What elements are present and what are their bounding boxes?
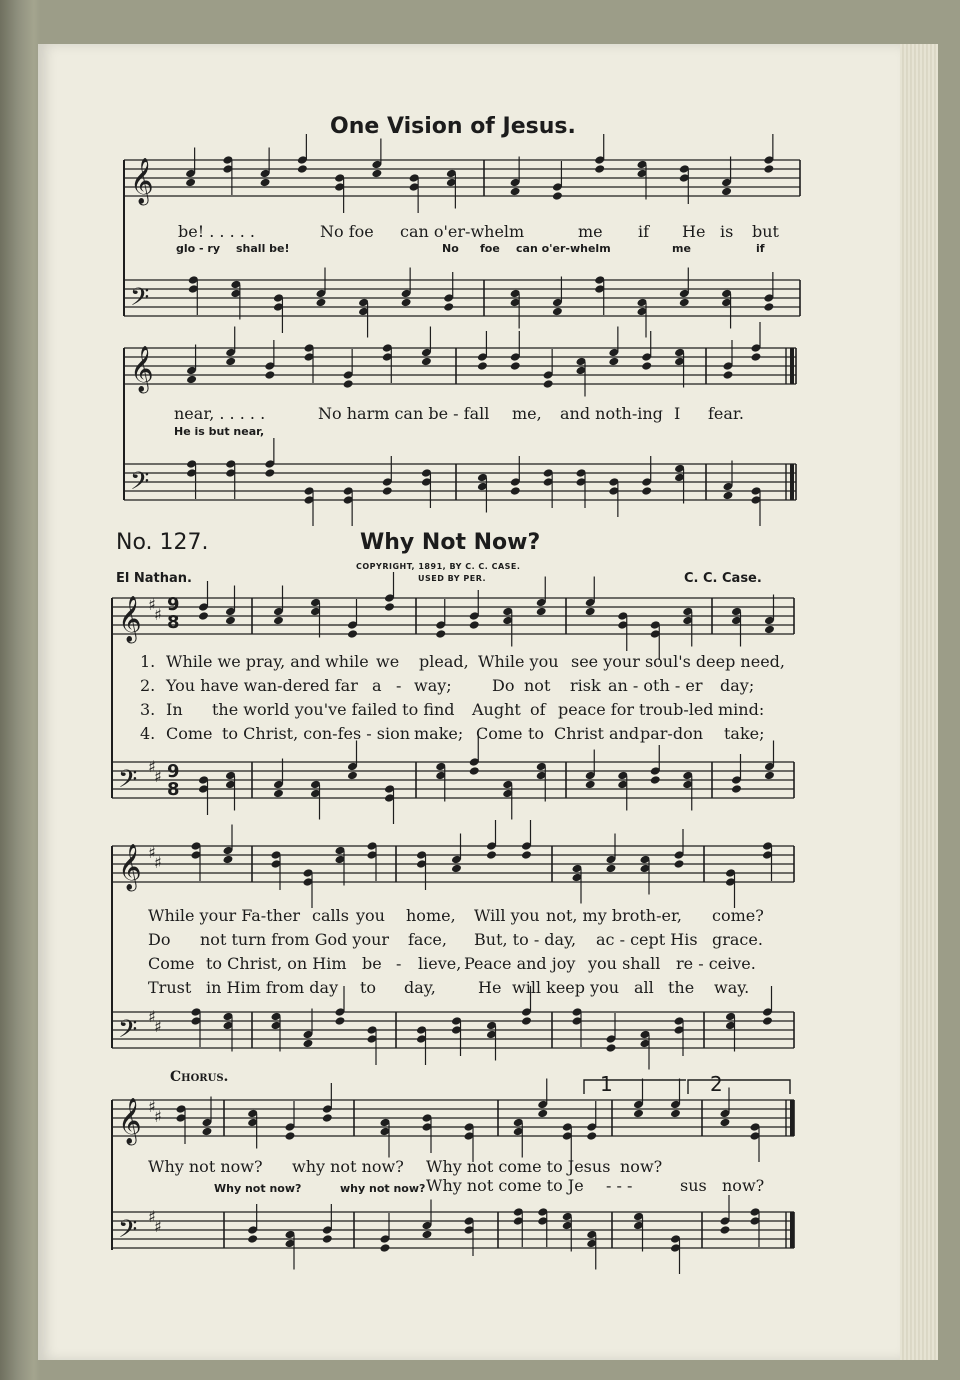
lyric: can o'er-whelm xyxy=(400,222,525,241)
lyric: to xyxy=(528,724,545,743)
lyric: we xyxy=(376,652,400,671)
note-head xyxy=(380,1243,391,1253)
lyric: to xyxy=(360,978,377,997)
hymn-b-title: Why Not Now? xyxy=(360,530,541,555)
lyric: calls xyxy=(312,906,349,925)
treble-clef-icon: 𝄞 xyxy=(118,596,142,642)
note-head xyxy=(641,486,652,496)
bass-clef-icon: 𝄢 xyxy=(118,765,138,800)
lyric: - - - xyxy=(606,1176,633,1195)
note-head xyxy=(421,357,432,367)
time-signature-top: 9 xyxy=(167,594,180,615)
lyric: you xyxy=(356,906,385,925)
lyric: all xyxy=(634,978,654,997)
alto-lyric: shall be! xyxy=(236,242,290,255)
note-head xyxy=(469,766,480,776)
note-head xyxy=(537,1109,548,1119)
lyric: to Christ, con-fes - sion xyxy=(222,724,411,743)
chorus-label: Chorus. xyxy=(170,1069,229,1085)
lyric: me, xyxy=(512,404,542,423)
note-head xyxy=(285,1131,296,1141)
lyric: near, . . . . . xyxy=(174,404,266,423)
lyric: No harm can be - fall xyxy=(318,404,490,423)
second-ending-bracket xyxy=(688,1080,790,1094)
lyric: the world you've failed to find xyxy=(212,700,455,719)
hymn-a-alto-line2: He is but near, xyxy=(174,425,265,438)
composer: C. C. Case. xyxy=(684,571,762,586)
lyric: you shall xyxy=(588,954,661,973)
note-head xyxy=(264,468,275,478)
note-head xyxy=(202,1127,213,1137)
copyright-notice: COPYRIGHT, 1891, BY C. C. CASE. xyxy=(356,562,521,571)
lyric: face, xyxy=(408,930,447,949)
lyric: to Christ, on Him xyxy=(206,954,347,973)
second-ending-number: 2 xyxy=(710,1072,723,1096)
lyric: Trust xyxy=(148,978,192,997)
sharp-icon: ♯ xyxy=(148,757,156,776)
note-head xyxy=(606,864,617,874)
note-head xyxy=(486,850,497,860)
note-head xyxy=(585,607,596,617)
hymn-a-title: One Vision of Jesus. xyxy=(330,114,576,139)
note-head xyxy=(401,298,412,308)
lyric: re - ceive. xyxy=(676,954,756,973)
verse-number: 1. xyxy=(140,652,156,671)
alto-lyric: can o'er-whelm xyxy=(516,242,611,255)
note-head xyxy=(594,164,605,174)
alto-lyric: Why not now? xyxy=(214,1182,302,1195)
alto-lyric: foe xyxy=(480,242,500,255)
lyric: Do xyxy=(492,676,515,695)
sharp-icon: ♯ xyxy=(154,767,162,786)
lyric: plead, xyxy=(419,652,469,671)
time-signature-bottom: 8 xyxy=(167,612,180,633)
lyric: While you xyxy=(478,652,559,671)
lyric: He xyxy=(478,978,502,997)
note-head xyxy=(225,357,236,367)
used-by-notice: USED BY PER. xyxy=(418,574,487,583)
lyric: Why not come to Je xyxy=(426,1176,584,1195)
note-head xyxy=(586,1131,597,1141)
note-head xyxy=(721,187,732,197)
lyric: not turn from God your xyxy=(200,930,390,949)
lyric: Come xyxy=(148,954,195,973)
note-head xyxy=(303,1039,314,1049)
note-head xyxy=(585,780,596,790)
lyric: While your Fa-ther xyxy=(148,906,301,925)
note-head xyxy=(510,361,521,371)
note-head xyxy=(185,178,196,188)
note-head xyxy=(723,370,734,380)
sharp-icon: ♯ xyxy=(154,605,162,624)
treble-clef-icon: 𝄞 xyxy=(118,844,142,890)
lyric: if xyxy=(638,222,650,241)
lyric: No foe xyxy=(320,222,374,241)
lyric: but xyxy=(752,222,779,241)
note-head xyxy=(371,169,382,179)
lyric: I xyxy=(674,404,681,423)
verse-number: 2. xyxy=(140,676,156,695)
note-head xyxy=(451,864,462,874)
note-head xyxy=(521,1016,532,1026)
note-head xyxy=(264,370,275,380)
note-head xyxy=(521,850,532,860)
lyric: a xyxy=(372,676,382,695)
note-head xyxy=(670,1109,681,1119)
alto-lyric: No xyxy=(442,242,459,255)
sharp-icon: ♯ xyxy=(154,1217,162,1236)
sharp-icon: ♯ xyxy=(148,1097,156,1116)
lyric: Do xyxy=(148,930,171,949)
note-head xyxy=(443,302,454,312)
lyric: of xyxy=(530,700,546,719)
lyric: In xyxy=(166,700,183,719)
note-head xyxy=(347,629,358,639)
note-head xyxy=(751,352,762,362)
lyric: will keep you xyxy=(512,978,620,997)
note-head xyxy=(650,775,661,785)
lyric: ac - cept His xyxy=(596,930,698,949)
treble-clef-icon: 𝄞 xyxy=(130,158,154,204)
note-head xyxy=(469,620,480,630)
note-head xyxy=(186,375,197,385)
lyric: way. xyxy=(714,978,750,997)
lyric: make; xyxy=(414,724,464,743)
lyric: Why not now? xyxy=(148,1157,263,1176)
note-head xyxy=(720,1118,731,1128)
sharp-icon: ♯ xyxy=(148,1007,156,1026)
lyric: home, xyxy=(406,906,456,925)
verse-number: 4. xyxy=(140,724,156,743)
note-head xyxy=(223,855,234,865)
sharp-icon: ♯ xyxy=(154,1107,162,1126)
alto-lyric: me xyxy=(672,242,691,255)
lyric: grace. xyxy=(712,930,763,949)
lyric: Will you xyxy=(474,906,540,925)
lyric: is xyxy=(720,222,734,241)
note-head xyxy=(316,298,327,308)
note-head xyxy=(273,789,284,799)
note-head xyxy=(297,164,308,174)
bass-clef-icon: 𝄢 xyxy=(130,467,150,502)
note-head xyxy=(679,298,690,308)
note-head xyxy=(422,1230,433,1240)
lyric: Come xyxy=(166,724,213,743)
note-head xyxy=(225,616,236,626)
lyric: way; xyxy=(414,676,452,695)
lyric: an - oth - er xyxy=(608,676,703,695)
lyric: day, xyxy=(404,978,436,997)
lyric: lieve, xyxy=(418,954,462,973)
note-head xyxy=(384,602,395,612)
lyric: While we pray, and xyxy=(166,652,321,671)
lyric: - xyxy=(396,954,402,973)
lyric: par-don xyxy=(640,724,704,743)
treble-clef-icon: 𝄞 xyxy=(130,346,154,392)
bass-clef-icon: 𝄢 xyxy=(118,1015,138,1050)
note-head xyxy=(764,625,775,635)
lyric: peace for troub-led xyxy=(558,700,714,719)
lyric: why not now? xyxy=(292,1157,404,1176)
lyric: while xyxy=(325,652,369,671)
first-ending-number: 1 xyxy=(600,1072,613,1096)
lyric: mind: xyxy=(718,700,765,719)
lyric: and noth-ing xyxy=(560,404,663,423)
note-head xyxy=(641,361,652,371)
lyric: the xyxy=(668,978,695,997)
note-head xyxy=(543,379,554,389)
lyric: fear. xyxy=(708,404,744,423)
lyric: He xyxy=(682,222,706,241)
note-head xyxy=(510,187,521,197)
time-signature-top-bass: 9 xyxy=(167,761,180,782)
lyric: You have wan-dered far xyxy=(166,676,358,695)
note-head xyxy=(477,361,488,371)
verse-number: 3. xyxy=(140,700,156,719)
note-head xyxy=(382,486,393,496)
sharp-icon: ♯ xyxy=(148,1207,156,1226)
sharp-icon: ♯ xyxy=(148,595,156,614)
lyric: Why not come to Jesus xyxy=(426,1157,611,1176)
note-head xyxy=(347,771,358,781)
note-head xyxy=(723,491,734,501)
lyric: take; xyxy=(724,724,765,743)
note-head xyxy=(763,164,774,174)
treble-clef-icon: 𝄞 xyxy=(118,1098,142,1144)
lyric: come? xyxy=(712,906,764,925)
lyric: be! . . . . . xyxy=(178,222,255,241)
time-signature-bottom-bass: 8 xyxy=(167,779,180,800)
lyric: risk xyxy=(570,676,601,695)
note-head xyxy=(606,1043,617,1053)
sharp-icon: ♯ xyxy=(154,853,162,872)
note-head xyxy=(343,379,354,389)
note-head xyxy=(608,357,619,367)
lyric: Christ and xyxy=(554,724,640,743)
lyric: - xyxy=(396,676,402,695)
lyric: not xyxy=(524,676,551,695)
bass-clef-icon: 𝄢 xyxy=(118,1215,138,1250)
lyric: Peace and joy xyxy=(464,954,576,973)
note-head xyxy=(322,1234,333,1244)
lyric: now? xyxy=(722,1176,765,1195)
sharp-icon: ♯ xyxy=(154,1017,162,1036)
alto-lyric: if xyxy=(756,242,765,255)
note-head xyxy=(247,1234,258,1244)
note-head xyxy=(322,1113,333,1123)
note-head xyxy=(435,629,446,639)
note-head xyxy=(731,784,742,794)
lyric: see your soul's deep need, xyxy=(571,652,785,671)
hymn-number: No. 127. xyxy=(116,530,209,555)
note-head xyxy=(335,1016,346,1026)
lyric: sus xyxy=(680,1176,707,1195)
lyric: me xyxy=(578,222,603,241)
note-head xyxy=(720,1225,731,1235)
lyric: not, my broth-er, xyxy=(546,906,682,925)
lyric: Aught xyxy=(472,700,521,719)
lyric: But, to - day, xyxy=(474,930,577,949)
note-head xyxy=(764,771,775,781)
lyric: now? xyxy=(620,1157,663,1176)
note-head xyxy=(552,191,563,201)
note-head xyxy=(260,178,271,188)
note-head xyxy=(762,1016,773,1026)
lyricist: El Nathan. xyxy=(116,571,192,586)
lyric: in Him from day xyxy=(206,978,339,997)
note-head xyxy=(552,307,563,317)
lyric: be xyxy=(362,954,382,973)
alto-lyric: why not now? xyxy=(340,1182,426,1195)
sharp-icon: ♯ xyxy=(148,843,156,862)
note-head xyxy=(633,1109,644,1119)
lyric: Come xyxy=(476,724,523,743)
note-head xyxy=(198,611,209,621)
bass-clef-icon: 𝄢 xyxy=(130,283,150,318)
alto-lyric: glo - ry xyxy=(176,242,221,255)
note-head xyxy=(763,302,774,312)
note-head xyxy=(510,486,521,496)
note-head xyxy=(536,607,547,617)
note-head xyxy=(273,616,284,626)
lyric: day; xyxy=(720,676,755,695)
note-head xyxy=(674,859,685,869)
